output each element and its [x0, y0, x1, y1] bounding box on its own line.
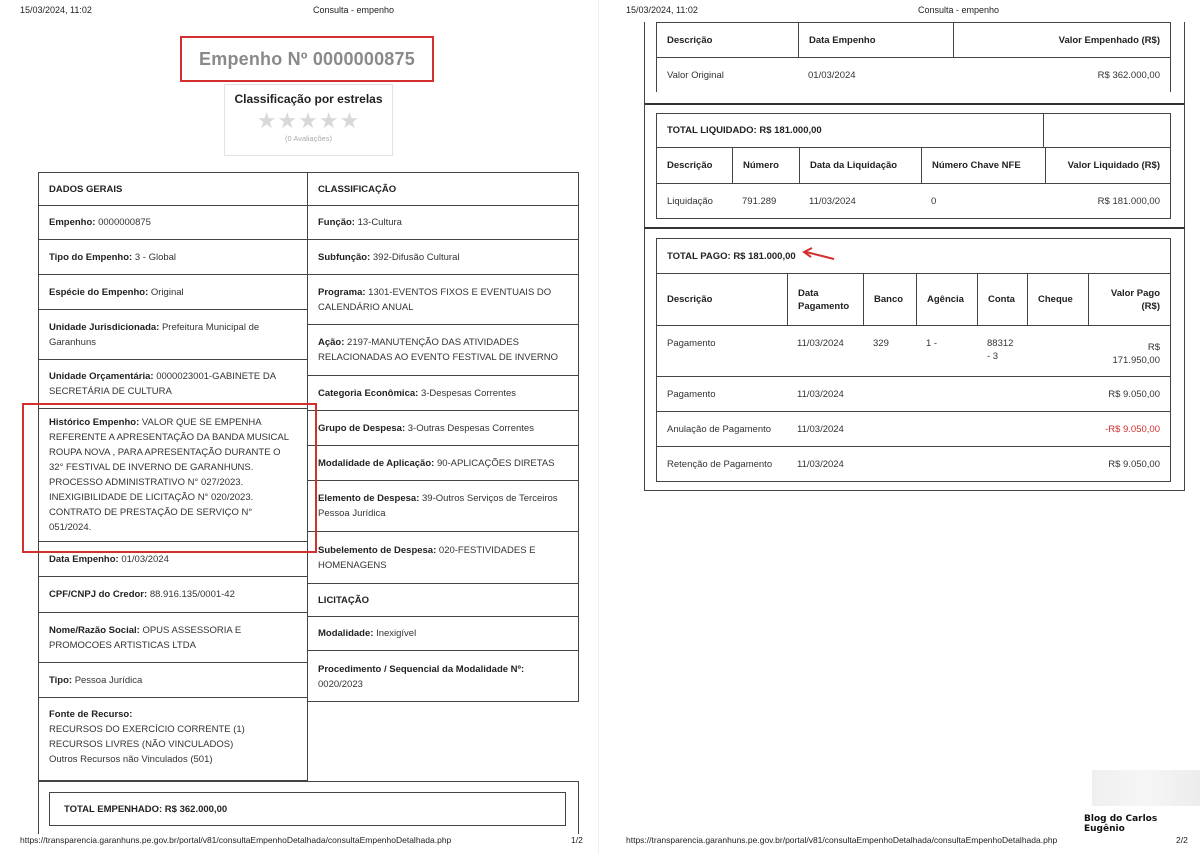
programa-row: Programa: 1301-EVENTOS FIXOS E EVENTUAIS DO CALENDÁRIO ANUAL: [308, 275, 578, 325]
table-row: Liquidação 791.289 11/03/2024 0 R$ 181.000,00: [667, 196, 1160, 207]
print-title: Consulta - empenho: [313, 5, 395, 15]
print-title-2: Consulta - empenho: [918, 5, 1000, 15]
licitacao-heading: LICITAÇÃO: [308, 584, 578, 617]
blog-watermark: Blog do Carlos Eugênio: [1084, 814, 1158, 834]
funcao-row: Função: 13-Cultura: [308, 206, 578, 240]
page2-left-border: [644, 22, 645, 104]
classificacao-panel: [308, 172, 579, 702]
print-date: 15/03/2024, 11:02: [20, 5, 92, 15]
subfuncao-row: Subfunção: 392-Difusão Cultural: [308, 240, 578, 275]
pago-total-row: [657, 239, 1170, 274]
subelemento-despesa-row: Subelemento de Despesa: 020-FESTIVIDADES E HOMENAGENS: [308, 532, 578, 584]
page-gap: [598, 0, 599, 854]
page-title: Empenho Nº 0000000875: [199, 48, 415, 69]
pago-table: [656, 238, 1171, 482]
pago-table-header: Descrição Data Pagamento Banco Agência Conta Cheque Valor Pago (R$): [657, 274, 1170, 326]
modalidade-row: Modalidade: Inexigível: [308, 617, 578, 651]
especie-empenho-row: Espécie do Empenho: Original: [39, 275, 307, 310]
procedimento-row: Procedimento / Sequencial da Modalidade Nº: 0020/2023: [318, 663, 525, 690]
empenho-table: [656, 22, 1171, 92]
liquidado-table-header: Descrição Número Data da Liquidação Número Chave NFE Valor Liquidado (R$): [657, 148, 1170, 184]
empenho-row: Empenho: 0000000875: [39, 206, 307, 240]
historico-highlight-box: [22, 403, 317, 553]
categoria-economica-row: Categoria Econômica: 3-Despesas Correntes: [308, 376, 578, 411]
acao-row: Ação: 2197-MANUTENÇÃO DAS ATIVIDADES RELACIONADAS AO EVENTO FESTIVAL DE INVERNO: [308, 325, 578, 376]
rating-count: (0 Avaliações): [285, 134, 332, 143]
print-date-2: 15/03/2024, 11:02: [626, 5, 698, 15]
empenho-table-header: Descrição Data Empenho Valor Empenhado (R$): [657, 23, 1170, 58]
total-empenhado: TOTAL EMPENHADO: R$ 362.000,00: [49, 792, 566, 826]
red-arrow-icon: [800, 247, 836, 261]
table-row: Anulação de Pagamento 11/03/2024 -R$ 9.050,00: [657, 412, 1170, 447]
data-empenho-row: Data Empenho: 01/03/2024: [39, 542, 307, 577]
footer-page-number-2: 2/2: [1176, 835, 1188, 845]
page-1: [0, 0, 590, 854]
liquidado-total-row: [657, 114, 1170, 148]
footer-url-2[interactable]: https://transparencia.garanhuns.pe.gov.br/portal/v81/consultaEmpenhoDetalhada/consultaEmpenhoDetalhada.php: [626, 835, 1058, 845]
razao-social-row: Nome/Razão Social: OPUS ASSESSORIA E PROMOCOES ARTISTICAS LTDA: [39, 613, 307, 663]
page-title-highlight: [180, 36, 434, 82]
elemento-despesa-row: Elemento de Despesa: 39-Outros Serviços de Terceiros Pessoa Jurídica: [308, 481, 578, 532]
table-row: Retenção de Pagamento 11/03/2024 R$ 9.050,00: [667, 459, 1160, 470]
page2-right-border: [1184, 22, 1185, 104]
dados-gerais-heading: DADOS GERAIS: [39, 173, 307, 206]
classificacao-heading: CLASSIFICAÇÃO: [308, 173, 578, 206]
grupo-despesa-row: Grupo de Despesa: 3-Outras Despesas Correntes: [308, 411, 578, 446]
rating-title: Classificação por estrelas: [234, 92, 383, 106]
total-empenhado-panel: [38, 781, 579, 834]
table-row: Pagamento 11/03/2024 R$ 9.050,00: [657, 377, 1170, 412]
total-pago: TOTAL PAGO: R$ 181.000,00: [667, 250, 796, 262]
star-rating-widget: [224, 84, 393, 156]
blurred-logo: [1092, 770, 1200, 806]
modalidade-aplicacao-row: Modalidade de Aplicação: 90-APLICAÇÕES DIRETAS: [308, 446, 578, 481]
tipo-empenho-row: Tipo do Empenho: 3 - Global: [39, 240, 307, 275]
table-row: Pagamento 11/03/2024 329 1 - 88312 - 3 R$ 171.950,00: [657, 326, 1170, 377]
fonte-recurso-row: Fonte de Recurso: RECURSOS DO EXERCÍCIO CORRENTE (1) RECURSOS LIVRES (NÃO VINCULADOS) Outros Recursos não Vinculados (501): [49, 709, 245, 765]
historico-empenho-row: Histórico Empenho: VALOR QUE SE EMPENHA REFERENTE A APRESENTAÇÃO DA BANDA MUSICAL ROUPA NOVA , PARA APRESENTAÇÃO DURANTE O 32° FESTIVAL DE INVERNO DE GARANHUNS. PROCESSO ADMINISTRATIVO N° 027/2023. INEXIGIBILIDADE DE LICITAÇÃO N° 020/2023. CONTRATO DE PRESTAÇÃO DE SERVIÇO N° 051/2024.: [39, 409, 307, 542]
unidade-jurisdicionada-row: Unidade Jurisdicionada: Prefeitura Municipal de Garanhuns: [39, 310, 307, 360]
unidade-orcamentaria-row: Unidade Orçamentária: 0000023001-GABINETE DA SECRETÁRIA DE CULTURA: [39, 360, 307, 409]
table-row: Valor Original 01/03/2024 R$ 362.000,00: [667, 70, 1160, 81]
tipo-pessoa-row: Tipo: Pessoa Jurídica: [39, 663, 307, 698]
footer-page-number: 1/2: [571, 835, 583, 845]
cpf-cnpj-row: CPF/CNPJ do Credor: 88.916.135/0001-42: [39, 577, 307, 613]
star-icons[interactable]: ★★★★★: [256, 108, 361, 133]
liquidado-table: [656, 113, 1171, 219]
total-liquidado: TOTAL LIQUIDADO: R$ 181.000,00: [667, 125, 822, 136]
footer-url[interactable]: https://transparencia.garanhuns.pe.gov.br/portal/v81/consultaEmpenhoDetalhada/consultaEmpenhoDetalhada.php: [20, 835, 452, 845]
